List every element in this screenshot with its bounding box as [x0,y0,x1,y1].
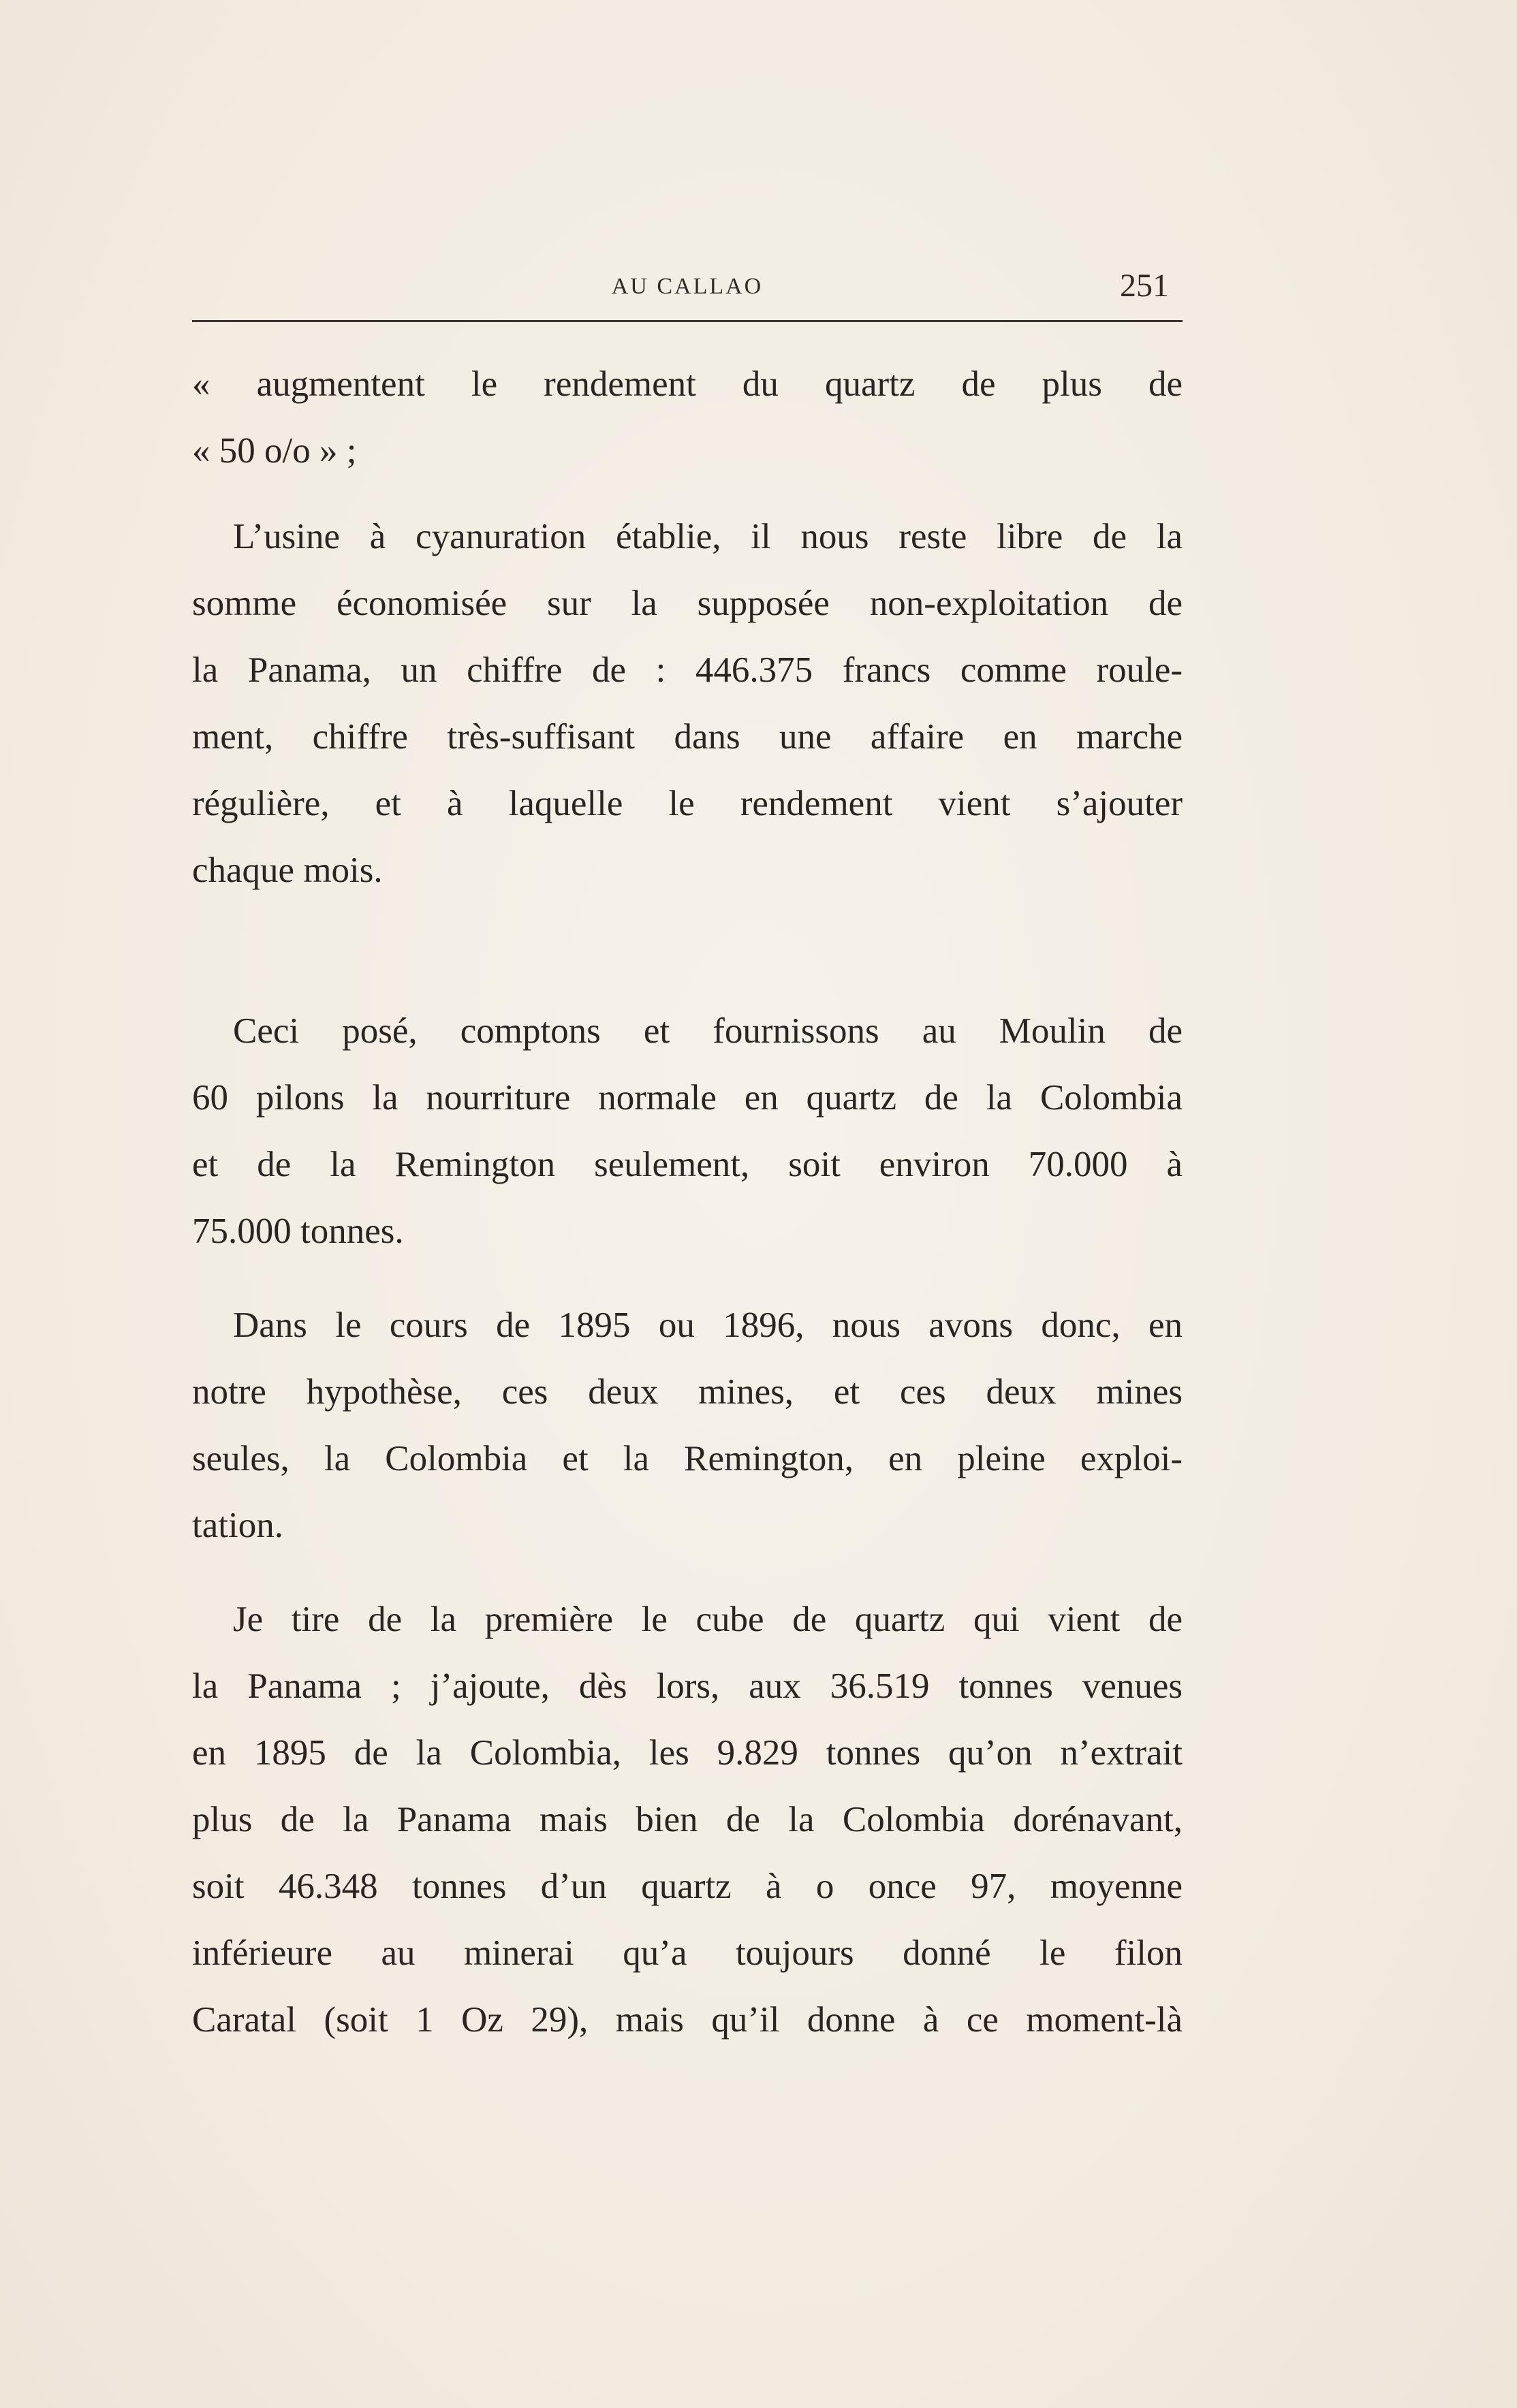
text-line: plus de la Panama mais bien de la Colombia dorénavant, [192,1800,1183,1839]
page-number: 251 [1120,268,1169,304]
body-text [192,351,1183,2053]
text-line: somme économisée sur la supposée non-exploitation de [192,584,1183,623]
paragraph-1 [192,351,1183,484]
text-line: L’usine à cyanuration établie, il nous reste libre de la [233,517,1183,556]
text-line: la Panama, un chiffre de : 446.375 francs comme roule- [192,650,1183,690]
text-line: Je tire de la première le cube de quartz qui vient de [233,1600,1183,1639]
text-line: régulière, et à laquelle le rendement vient s’ajouter [192,784,1183,823]
text-line: Dans le cours de 1895 ou 1896, nous avons donc, en [233,1305,1183,1345]
text-line: inférieure au minerai qu’a toujours donné le filon [192,1933,1183,1973]
text-line: Caratal (soit 1 Oz 29), mais qu’il donne à ce moment-là [192,2000,1183,2040]
text-line: ment, chiffre très-suffisant dans une affaire en marche [192,717,1183,757]
text-line: « augmentent le rendement du quartz de plus de [192,364,1183,404]
text-line: 75.000 tonnes. [192,1211,404,1251]
text-line: Ceci posé, comptons et fournissons au Moulin de [233,1011,1183,1051]
text-line: la Panama ; j’ajoute, dès lors, aux 36.519 tonnes venues [192,1666,1183,1706]
text-line: seules, la Colombia et la Remington, en pleine exploi- [192,1439,1183,1478]
text-line: tation. [192,1506,283,1545]
text-line: notre hypothèse, ces deux mines, et ces deux mines [192,1372,1183,1412]
header-rule [192,320,1183,322]
paragraph-5 [192,1586,1183,2053]
text-line: et de la Remington seulement, soit environ 70.000 à [192,1145,1183,1184]
text-line: 60 pilons la nourriture normale en quartz de la Colombia [192,1078,1183,1118]
paragraph-2 [192,503,1183,904]
text-line: chaque mois. [192,851,383,890]
text-line: soit 46.348 tonnes d’un quartz à o once 97, moyenne [192,1867,1183,1906]
page-header [192,264,1183,305]
text-line: en 1895 de la Colombia, les 9.829 tonnes qu’on n’extrait [192,1733,1183,1773]
paragraph-3 [192,998,1183,1265]
running-title: AU CALLAO [611,274,764,299]
text-line: « 50 o/o » ; [192,431,357,471]
paragraph-4 [192,1292,1183,1559]
